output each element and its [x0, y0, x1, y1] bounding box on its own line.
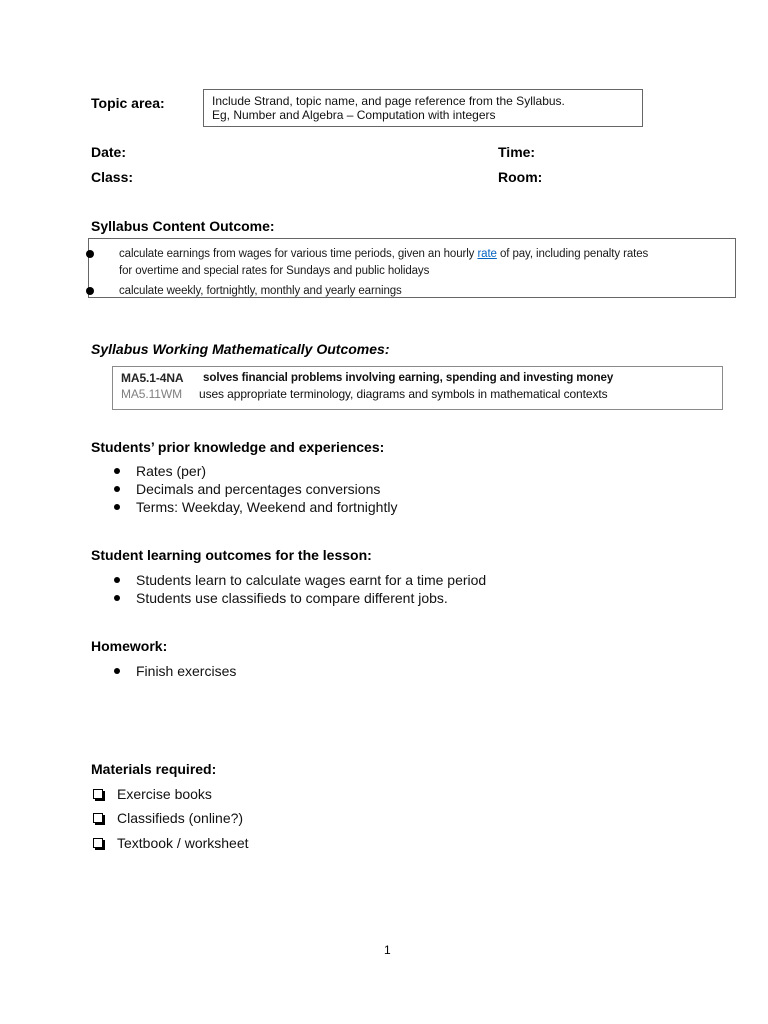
outcome-description: uses appropriate terminology, diagrams and symbols in mathematical contexts	[199, 387, 608, 401]
material-item: Textbook / worksheet	[117, 835, 249, 851]
class-label: Class:	[91, 169, 134, 185]
topic-example-line: Eg, Number and Algebra – Computation with integers	[212, 108, 496, 122]
checkbox-icon	[93, 789, 103, 799]
list-item: Terms: Weekday, Weekend and fortnightly	[136, 499, 398, 515]
outcome-description: solves financial problems involving earning, spending and investing money	[203, 371, 614, 384]
topic-instruction-line: Include Strand, topic name, and page reference from the Syllabus.	[212, 94, 565, 108]
bullet-icon	[114, 595, 120, 601]
time-label: Time:	[498, 144, 536, 160]
content-outcome-continuation: for overtime and special rates for Sundays and public holidays	[119, 265, 430, 277]
list-item: Rates (per)	[136, 463, 207, 479]
bullet-icon	[114, 468, 120, 474]
bullet-icon	[114, 486, 120, 492]
working-math-heading: Syllabus Working Mathematically Outcomes:	[91, 341, 390, 357]
list-item: Finish exercises	[136, 663, 237, 679]
homework-heading: Homework:	[91, 638, 168, 654]
page-number: 1	[384, 943, 391, 957]
content-outcome-item: calculate weekly, fortnightly, monthly and yearly earnings	[119, 285, 402, 297]
content-outcome-text: calculate earnings from wages for various time periods, given an hourly	[119, 248, 478, 260]
checkbox-icon	[93, 813, 103, 823]
outcome-code: MA5.11WM	[121, 387, 182, 401]
date-label: Date:	[91, 144, 127, 160]
bullet-icon	[114, 668, 120, 674]
list-item: Students use classifieds to compare different jobs.	[136, 590, 448, 606]
content-outcome-heading: Syllabus Content Outcome:	[91, 218, 275, 234]
content-outcome-item	[119, 247, 648, 261]
learning-outcomes-heading: Student learning outcomes for the lesson:	[91, 547, 372, 563]
topic-area-box	[203, 89, 643, 127]
list-item: Students learn to calculate wages earnt for a time period	[136, 572, 487, 588]
checkbox-icon	[93, 838, 103, 848]
room-label: Room:	[498, 169, 543, 185]
bullet-icon	[86, 287, 94, 295]
material-item: Exercise books	[117, 786, 212, 802]
bullet-icon	[114, 504, 120, 510]
rate-link[interactable]: rate	[477, 248, 497, 260]
working-math-box	[112, 366, 723, 410]
bullet-icon	[86, 250, 94, 258]
outcome-code: MA5.1-4NA	[121, 371, 184, 385]
material-item: Classifieds (online?)	[117, 810, 244, 826]
materials-heading: Materials required:	[91, 761, 217, 777]
bullet-icon	[114, 577, 120, 583]
topic-area-label: Topic area:	[91, 95, 165, 111]
prior-knowledge-heading: Students’ prior knowledge and experiences:	[91, 439, 385, 455]
content-outcome-text: of pay, including penalty rates	[496, 248, 649, 260]
list-item: Decimals and percentages conversions	[136, 481, 381, 497]
